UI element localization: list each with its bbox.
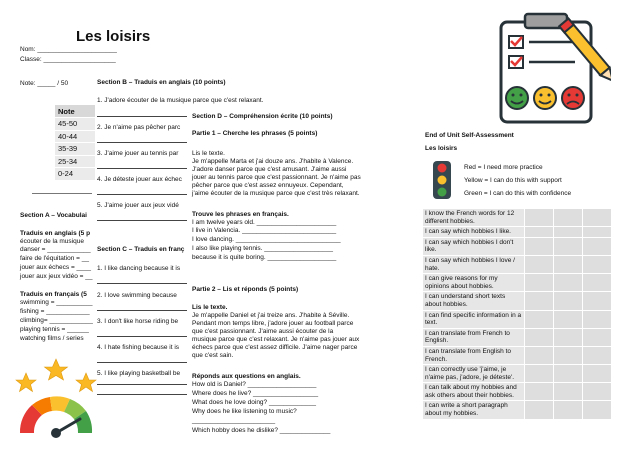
page-title: Les loisirs bbox=[76, 28, 151, 45]
rating-cell-yellow[interactable] bbox=[554, 365, 583, 383]
self-assessment-row bbox=[423, 292, 612, 310]
read-instruction: Lis le texte. bbox=[192, 304, 228, 311]
translation-item: 5. J'aime jouer aux jeux vidé bbox=[97, 202, 179, 209]
reading-text-line: J'adore danser parce que c'est amusant. J'aime aussi bbox=[192, 166, 347, 173]
statement-cell: I can say which hobbies I don't like. bbox=[423, 237, 525, 255]
grade-row: 35-39 bbox=[55, 143, 95, 156]
reading-text-line: musique parce que c'est relaxant. Je n'aime pas jouer aux bbox=[192, 336, 360, 343]
self-assessment-row bbox=[423, 227, 612, 238]
statement-cell: I can translate from French to English. bbox=[423, 328, 525, 346]
self-assessment-row bbox=[423, 401, 612, 419]
legend-red: Red = I need more practice bbox=[464, 164, 543, 171]
answer-line bbox=[97, 394, 187, 395]
rating-cell-yellow[interactable] bbox=[554, 383, 583, 401]
answer-questions-title: Réponds aux questions en anglais. bbox=[192, 373, 301, 380]
vocab-line: fishing = ____________ bbox=[20, 308, 90, 315]
rating-cell-yellow[interactable] bbox=[554, 346, 583, 364]
answer-line bbox=[97, 310, 187, 311]
answer-line bbox=[97, 168, 187, 169]
rating-cell-yellow[interactable] bbox=[554, 274, 583, 292]
rating-cell-yellow[interactable] bbox=[554, 255, 583, 273]
rating-cell-red[interactable] bbox=[525, 237, 554, 255]
grade-row: 45-50 bbox=[55, 118, 95, 131]
reading-text-line: Pendant mon temps libre, j'adore jouer au football parce bbox=[192, 320, 354, 327]
translation-item: 3. I don't like horse riding be bbox=[97, 318, 179, 325]
grade-row: 40-44 bbox=[55, 130, 95, 143]
question-item: What does he love doing? _____________ bbox=[192, 399, 316, 406]
section-a-part2-title: Traduis en français (5 bbox=[20, 291, 87, 298]
translation-item: 3. J'aime jouer au tennis par bbox=[97, 150, 179, 157]
legend-green: Green = I can do this with confidence bbox=[464, 190, 572, 197]
answer-line bbox=[97, 283, 187, 284]
rating-cell-green[interactable] bbox=[583, 209, 612, 227]
rating-cell-yellow[interactable] bbox=[554, 209, 583, 227]
answer-line bbox=[97, 384, 187, 385]
checklist-faces-icon bbox=[495, 10, 611, 126]
rating-cell-yellow[interactable] bbox=[554, 310, 583, 328]
reading-text-line: que c'est sain. bbox=[192, 352, 234, 359]
rating-cell-red[interactable] bbox=[525, 383, 554, 401]
rating-cell-green[interactable] bbox=[583, 401, 612, 419]
rating-cell-green[interactable] bbox=[583, 383, 612, 401]
section-d-part1-title: Partie 1 – Cherche les phrases (5 points) bbox=[192, 130, 318, 137]
vocab-line: écouter de la musique bbox=[20, 238, 84, 245]
rating-cell-green[interactable] bbox=[583, 227, 612, 238]
grade-row: 25-34 bbox=[55, 155, 95, 168]
find-phrase-item: I also like playing tennis. ___________________ bbox=[192, 245, 333, 252]
question-item: Which hobby does he dislike? ______________ bbox=[192, 427, 331, 434]
statement-cell: I can understand short texts about hobbies. bbox=[423, 292, 525, 310]
translation-item: 1. J'adore écouter de la musique parce que c'est relaxant. bbox=[97, 97, 264, 104]
rating-cell-green[interactable] bbox=[583, 310, 612, 328]
rating-cell-red[interactable] bbox=[525, 365, 554, 383]
self-assessment-row bbox=[423, 328, 612, 346]
rating-cell-green[interactable] bbox=[583, 365, 612, 383]
vocab-line: playing tennis = ______ bbox=[20, 326, 89, 333]
statement-cell: I know the French words for 12 different hobbies. bbox=[423, 209, 525, 227]
answer-line bbox=[97, 220, 187, 221]
name-field-label: Nom: ______________________ bbox=[20, 46, 117, 53]
traffic-light-icon bbox=[432, 160, 452, 200]
statement-cell: I can talk about my hobbies and ask others about their hobbies. bbox=[423, 383, 525, 401]
rating-cell-red[interactable] bbox=[525, 310, 554, 328]
rating-cell-yellow[interactable] bbox=[554, 227, 583, 238]
rating-cell-green[interactable] bbox=[583, 274, 612, 292]
answer-line bbox=[97, 116, 187, 117]
reading-text-line: Je m'appelle Marta et j'ai douze ans. J'habite à Valence. bbox=[192, 158, 354, 165]
score-label: Note: _____ / 50 bbox=[20, 80, 69, 87]
reading-text-line: Je m'appelle Daniel et j'ai treize ans. J'habite à Séville. bbox=[192, 312, 350, 319]
rating-cell-red[interactable] bbox=[525, 227, 554, 238]
rating-cell-red[interactable] bbox=[525, 292, 554, 310]
rating-cell-red[interactable] bbox=[525, 346, 554, 364]
rating-cell-red[interactable] bbox=[525, 274, 554, 292]
rating-cell-red[interactable] bbox=[525, 255, 554, 273]
translation-item: 2. I love swimming because bbox=[97, 292, 177, 299]
answer-line bbox=[97, 194, 187, 195]
statement-cell: I can correctly use 'j'aime, je n'aime pas, j'adore, je déteste'. bbox=[423, 365, 525, 383]
translation-item: 1. I like dancing because it is bbox=[97, 265, 181, 272]
rating-cell-red[interactable] bbox=[525, 328, 554, 346]
rating-cell-green[interactable] bbox=[583, 346, 612, 364]
reading-text-line: échecs parce que c'est assez difficile. J'aime nager parce bbox=[192, 344, 358, 351]
section-b-title: Section B – Traduis en anglais (10 points) bbox=[97, 79, 226, 86]
reading-text-line: que c'est passionnant. J'aime aussi écouter de la bbox=[192, 328, 334, 335]
reading-text-line: pêcher parce que c'est assez ennuyeux. Cependant, bbox=[192, 182, 344, 189]
class-field-label: Classe: ____________________ bbox=[20, 56, 116, 63]
vocab-line: faire de l'équitation = __ bbox=[20, 255, 89, 262]
legend-yellow: Yellow = I can do this with support bbox=[464, 177, 562, 184]
divider bbox=[32, 193, 92, 194]
find-phrase-item: I love dancing. _____________________________ bbox=[192, 236, 341, 243]
answer-line bbox=[97, 362, 187, 363]
self-assessment-subtitle: Les loisirs bbox=[425, 145, 458, 152]
vocab-line: swimming = __________ bbox=[20, 299, 93, 306]
rating-cell-yellow[interactable] bbox=[554, 328, 583, 346]
question-item: Why does he like listening to music? bbox=[192, 408, 297, 415]
question-item: Where does he live? __________________ bbox=[192, 390, 319, 397]
find-phrase-item: I live in Valencia. __________________________ bbox=[192, 227, 337, 234]
vocab-line: climbing= ____________ bbox=[20, 317, 93, 324]
rating-cell-yellow[interactable] bbox=[554, 292, 583, 310]
section-a-part1-title: Traduis en anglais (5 p bbox=[20, 230, 91, 237]
statement-cell: I can say which hobbies I love / hate. bbox=[423, 255, 525, 273]
self-assessment-table bbox=[422, 208, 612, 420]
find-phrase-item: I am twelve years old. ______________________ bbox=[192, 219, 337, 226]
self-assessment-row bbox=[423, 237, 612, 255]
statement-cell: I can translate from English to French. bbox=[423, 346, 525, 364]
question-item: _______________________ bbox=[192, 417, 276, 424]
rating-cell-red[interactable] bbox=[525, 209, 554, 227]
statement-cell: I can give reasons for my opinions about hobbies. bbox=[423, 274, 525, 292]
rating-cell-green[interactable] bbox=[583, 237, 612, 255]
section-a-title: Section A – Vocabulai bbox=[20, 212, 87, 219]
rating-cell-yellow[interactable] bbox=[554, 237, 583, 255]
stars-gauge-icon bbox=[12, 355, 104, 441]
vocab-line: jouer aux échecs = ____ bbox=[20, 264, 92, 271]
vocab-line: watching films / series bbox=[20, 335, 84, 342]
grade-table bbox=[55, 105, 95, 181]
rating-cell-green[interactable] bbox=[583, 292, 612, 310]
find-phrases-title: Trouve les phrases en français. bbox=[192, 211, 289, 218]
self-assessment-row bbox=[423, 383, 612, 401]
grade-row: 0-24 bbox=[55, 168, 95, 181]
translation-item: 5. I like playing basketball be bbox=[97, 370, 181, 377]
self-assessment-row bbox=[423, 346, 612, 364]
translation-item: 2. Je n'aime pas pêcher parc bbox=[97, 124, 181, 131]
question-item: How old is Daniel? ___________________ bbox=[192, 381, 317, 388]
self-assessment-row bbox=[423, 365, 612, 383]
reading-text-line: jouer au tennis parce que c'est passionnant. Je n'aime pas bbox=[192, 174, 361, 181]
vocab-line: jouer aux jeux vidéo = __ bbox=[20, 273, 93, 280]
translation-item: 4. Je déteste jouer aux échec bbox=[97, 176, 182, 183]
rating-cell-green[interactable] bbox=[583, 328, 612, 346]
statement-cell: I can say which hobbies I like. bbox=[423, 227, 525, 238]
self-assessment-title: End of Unit Self-Assessment bbox=[425, 132, 514, 139]
reading-text-line: j'aime écouter de la musique parce que c'est très relaxant. bbox=[192, 190, 360, 197]
read-instruction: Lis le texte. bbox=[192, 150, 225, 157]
statement-cell: I can find specific information in a text. bbox=[423, 310, 525, 328]
self-assessment-row bbox=[423, 310, 612, 328]
translation-item: 4. I hate fishing because it is bbox=[97, 344, 180, 351]
statement-cell: I can write a short paragraph about my hobbies. bbox=[423, 401, 525, 419]
self-assessment-row bbox=[423, 274, 612, 292]
answer-line bbox=[97, 336, 187, 337]
rating-cell-yellow[interactable] bbox=[554, 401, 583, 419]
rating-cell-red[interactable] bbox=[525, 401, 554, 419]
section-d-part2-title: Partie 2 – Lis et réponds (5 points) bbox=[192, 286, 299, 293]
grade-table-header: Note bbox=[55, 105, 95, 118]
section-c-title: Section C – Traduis en franç bbox=[97, 246, 185, 253]
self-assessment-row bbox=[423, 255, 612, 273]
find-phrase-item: because it is quite boring. ___________________ bbox=[192, 254, 337, 261]
self-assessment-row bbox=[423, 209, 612, 227]
vocab-line: danser = ____________ bbox=[20, 246, 91, 253]
answer-line bbox=[97, 142, 187, 143]
rating-cell-green[interactable] bbox=[583, 255, 612, 273]
section-d-title: Section D – Compréhension écrite (10 points) bbox=[192, 113, 333, 120]
